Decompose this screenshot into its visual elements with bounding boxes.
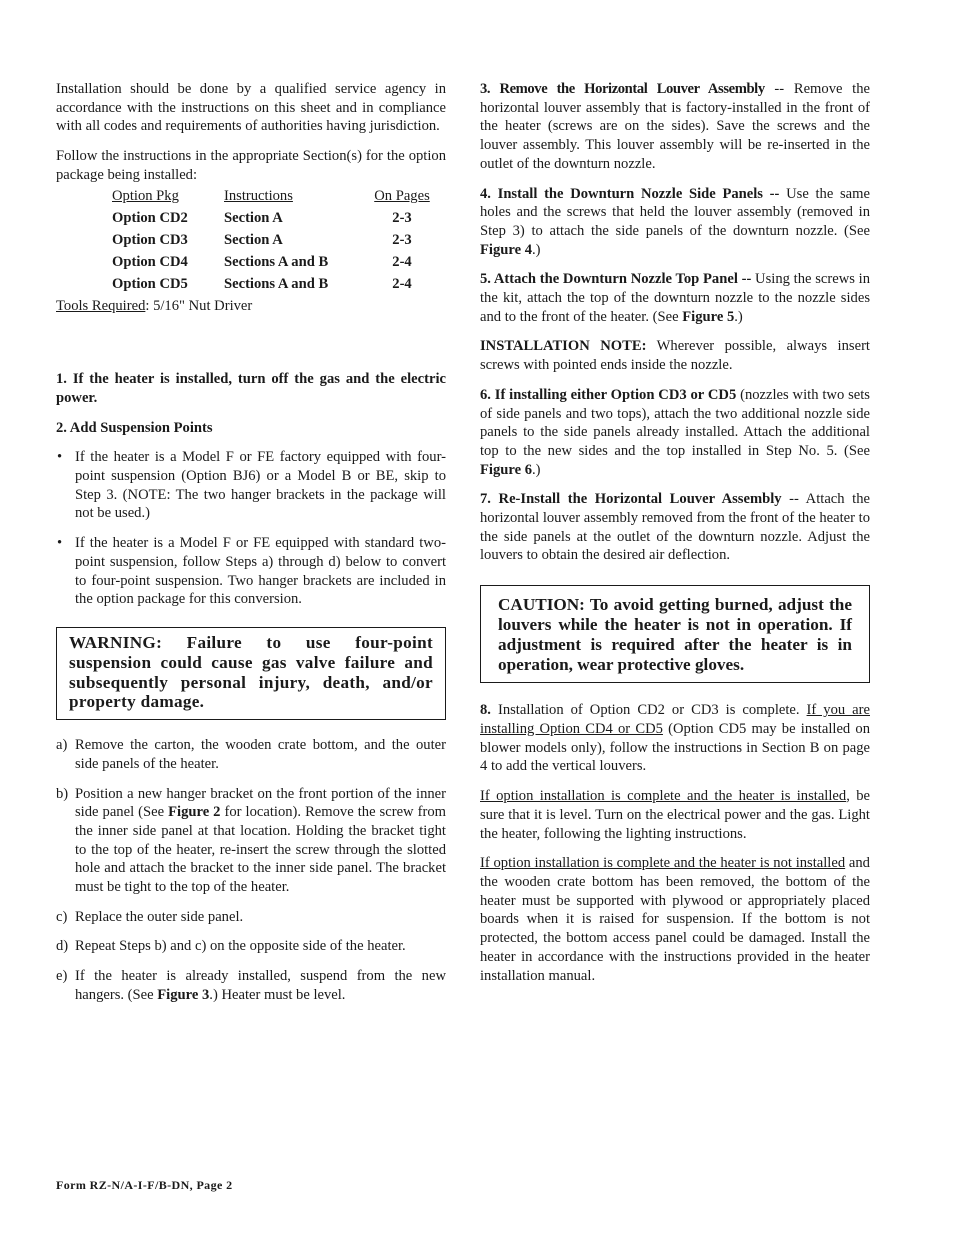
tools-required-label: Tools Required [56, 297, 146, 314]
step-text: .) Heater must be level. [209, 986, 346, 1003]
step-a [56, 736, 446, 773]
table-cell: Option CD4 [112, 254, 188, 271]
step-7-text: -- Attach the horizontal louver assembly removed from the front of the heater to the side panels at the outlet of the downturn nozzle. Adjust the louvers to obtain the desired air deflection. [480, 491, 870, 564]
not-installed-text: and the wooden crate bottom has been removed, the bottom of the heater must be supported with plywood or appropriately placed boards when it is raised for suspension. If the bottom is not protected, the bottom access panel could be damaged. Install the heater in accordance with the instructions provided in the heater installation manual. [480, 855, 870, 984]
not-installed-paragraph [480, 854, 870, 985]
warning-box: WARNING: Failure to use four-point suspension could cause gas valve failure and subsequently personal injury, death, and/or property damage. [56, 627, 446, 720]
step-label: e) [56, 968, 68, 985]
step-4-text: Use the same holes and the screws that held the louver assembly (removed in Step 3) to attach the side panels of the downturn nozzle. (See [480, 185, 870, 239]
table-cell: 2-4 [392, 254, 412, 271]
step-text: Position a new hanger bracket on the front portion of the inner side panel (See [75, 785, 446, 821]
table-cell: 2-4 [392, 276, 412, 293]
step-7-title: 7. Re-Install the Horizontal Louver Assembly [480, 491, 782, 508]
figure-reference: Figure 2 [168, 804, 221, 821]
table-header: Option Pkg [112, 188, 179, 205]
instructions-paragraph: Follow the instructions in the appropriate Section(s) for the option package being installed: [56, 148, 446, 183]
table-cell: 2-3 [392, 232, 412, 249]
step-5-title: 5. Attach the Downturn Nozzle Top Panel -- [480, 271, 752, 288]
table-header: Instructions [224, 188, 293, 205]
step-3-title: 3. Remove the Horizontal Louver Assembly [480, 81, 765, 97]
step-text: Remove the carton, the wooden crate bottom, and the outer side panels of the heater. [75, 737, 446, 772]
bullet-icon: • [57, 449, 63, 466]
installation-note [480, 337, 870, 374]
step-text: for location). Remove the screw from the inner side panel at that location. Holding the bracket tight to the top of the heater, re-insert the screw through the slotted hole and attach the bracket to the inner side panel. The bracket must be tight to the top of the heater. [75, 804, 446, 896]
step-label: c) [56, 908, 68, 925]
table-cell: Section A [224, 210, 283, 227]
bullet-text: If the heater is a Model F or FE factory equipped with four-point suspension (Option BJ6) or a Model B or BE, skip to Step 3. (NOTE: The two hanger brackets in the package will not be used.) [75, 449, 446, 522]
step-8 [480, 701, 870, 776]
tools-required-value: : 5/16" Nut Driver [145, 297, 253, 314]
list-item [56, 534, 446, 609]
step-3-text: -- Remove the horizontal louver assembly that is factory-installed in the front of the heater (screws are on the sides). Save the screws and the louver assembly. This louver assembly will be re-inserted in the outlet of the downturn nozzle. [480, 81, 870, 172]
step-4 [480, 185, 870, 260]
step-5 [480, 270, 870, 326]
installed-paragraph [480, 787, 870, 843]
table-cell: Option CD2 [112, 210, 188, 227]
note-title: INSTALLATION NOTE: [480, 338, 647, 355]
step-7 [480, 490, 870, 565]
table-row [112, 208, 442, 230]
list-item [56, 448, 446, 523]
table-header-row [112, 186, 442, 208]
step-5-text: Using the screws in the kit, attach the top of the downturn nozzle to the nozzle sides and to the front of the heater. (See [480, 271, 870, 325]
bullet-text: If the heater is a Model F or FE equipped with standard two-point suspension, follow Steps a) through d) below to convert to four-point suspension. Two hanger brackets are included in the option package for this conversion. [75, 535, 446, 608]
table-cell: Option CD5 [112, 276, 188, 293]
step-4-title: 4. Install the Downturn Nozzle Side Panels -- [480, 185, 780, 202]
right-column [480, 80, 870, 996]
step-2-text: 2. Add Suspension Points [56, 419, 213, 436]
step-d [56, 937, 446, 956]
step-e [56, 967, 446, 1004]
step-text: If the heater is already installed, suspend from the new hangers. (See [75, 968, 446, 1003]
step-3 [480, 80, 870, 174]
tools-required [56, 297, 446, 316]
step-text: Replace the outer side panel. [75, 908, 244, 925]
installed-underlined: If option installation is complete and the heater is installed [480, 788, 847, 805]
figure-reference: Figure 6 [480, 461, 533, 478]
page-footer: Form RZ-N/A-I-F/B-DN, Page 2 [56, 1178, 233, 1192]
step-label: a) [56, 737, 68, 754]
table-cell: Section A [224, 232, 283, 249]
step-8-underlined: If you are installing Option CD4 or CD5 [480, 702, 870, 738]
table-cell: Option CD3 [112, 232, 188, 249]
note-text: Wherever possible, always insert screws with pointed ends inside the nozzle. [480, 338, 870, 374]
step-c [56, 908, 446, 927]
option-table [112, 186, 442, 296]
step-8-text: (Option CD5 may be installed on blower models only), follow the instructions in Section B on page 4 to add the vertical louvers. [480, 721, 870, 775]
figure-reference: Figure 3 [157, 986, 210, 1003]
step-text: Repeat Steps b) and c) on the opposite side of the heater. [75, 938, 406, 955]
step-label: b) [56, 785, 69, 802]
step-6-text: (nozzles with two sets of side panels and two tops), attach the two additional nozzle side panels to the side panels already installed. Attach the additional top to the new sides and the top installed in Step No. 5. (See [480, 386, 870, 459]
table-cell: Sections A and B [224, 276, 329, 293]
table-row [112, 230, 442, 252]
step-2-heading [56, 419, 446, 438]
step-1 [56, 370, 446, 407]
intro-paragraph: Installation should be done by a qualified service agency in accordance with the instructions on this sheet and in compliance with all codes and requirements of authorities having jurisdiction. [56, 81, 446, 135]
step-b [56, 785, 446, 897]
table-row [112, 252, 442, 274]
step-8-text: Installation of Option CD2 or CD3 is complete. [490, 702, 807, 719]
bullet-icon: • [57, 535, 63, 552]
left-column [56, 80, 446, 1016]
table-cell: 2-3 [392, 210, 412, 227]
step-8-number: 8. [480, 702, 491, 719]
table-cell: Sections A and B [224, 254, 329, 271]
figure-reference: Figure 4 [480, 241, 533, 258]
step-6-title: 6. If installing either Option CD3 or CD5 [480, 386, 737, 403]
table-row [112, 274, 442, 296]
not-installed-underlined: If option installation is complete and the heater is not installed [480, 855, 846, 872]
figure-reference: Figure 5 [682, 308, 735, 325]
caution-box: CAUTION: To avoid getting burned, adjust the louvers while the heater is not in operation. If adjustment is required after the heater is in operation, wear protective gloves. [480, 585, 870, 683]
step-5-end: .) [734, 308, 743, 325]
step-6 [480, 386, 870, 480]
step-1-text: 1. If the heater is installed, turn off the gas and the electric power. [56, 371, 446, 406]
installed-text: , be sure that it is level. Turn on the electrical power and the gas. Light the heater, following the lighting instructions. [480, 788, 871, 842]
step-4-end: .) [532, 241, 541, 258]
step-6-end: .) [532, 461, 541, 478]
step-label: d) [56, 938, 69, 955]
table-header: On Pages [374, 188, 430, 205]
